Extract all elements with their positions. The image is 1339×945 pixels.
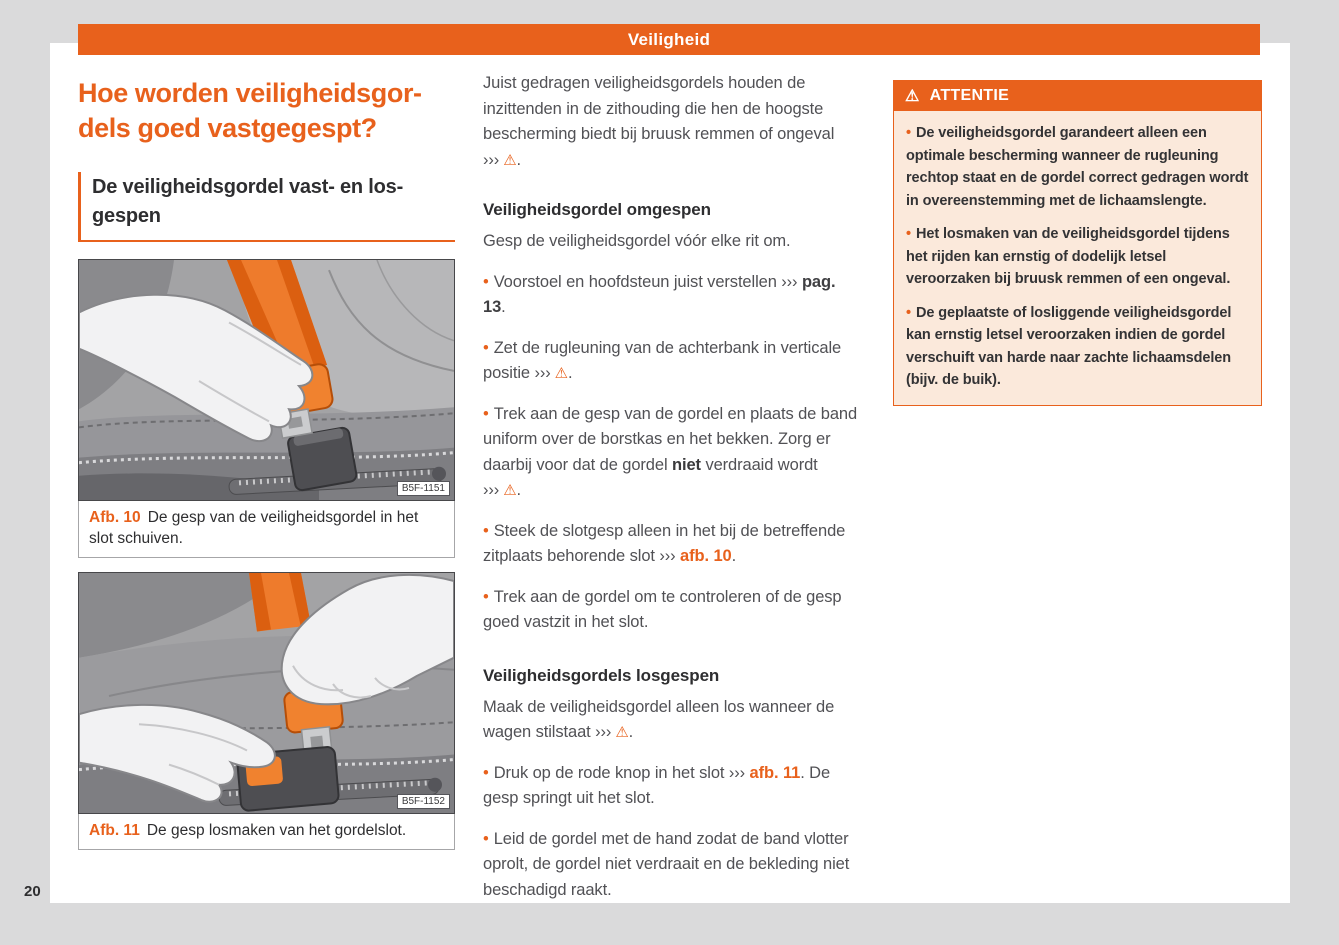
- figure-10-caption: [78, 501, 455, 558]
- attention-title: ATTENTIE: [929, 86, 1010, 104]
- section-subheading-line: gespen: [92, 205, 161, 227]
- bullet-item: • Steek de slotgesp alleen in het bij de betreffende zitplaats behorende slot ››› afb. 10.: [483, 521, 846, 565]
- bullet-item: • Voorstoel en hoofdsteun juist verstellen ››› pag. 13.: [483, 272, 836, 316]
- section-subheading-line: De veiligheidsgordel vast- en los-: [92, 176, 404, 198]
- figure-11-caption: [78, 814, 455, 850]
- figure-10: [78, 259, 455, 558]
- figure-11-label: Afb. 11: [89, 822, 140, 839]
- bullet-item: • Zet de rugleuning van de achterbank in verticale positie ››› ⚠.: [483, 338, 842, 382]
- belt-receiver-slot: [287, 427, 357, 491]
- release-intro-paragraph: Maak de veiligheidsgordel alleen los wanneer de wagen stilstaat ››› ⚠.: [483, 697, 835, 741]
- figure-10-label: Afb. 10: [89, 509, 141, 526]
- seat-belt-strap: [249, 573, 311, 631]
- bullet-icon: •: [483, 338, 489, 357]
- section-subheading: [78, 172, 455, 242]
- bullet-icon: •: [483, 521, 489, 540]
- bullet-item: • Leid de gordel met de hand zodat de band vlotter oprolt, de gordel niet verdraait en de bekleding niet beschadigd raakt.: [483, 829, 850, 899]
- chapter-title: Veiligheid: [627, 29, 711, 49]
- emphasis-niet: niet: [672, 455, 701, 474]
- cross-ref-afb-10[interactable]: afb. 10: [680, 547, 732, 565]
- buckle-insert-illustration: [79, 260, 454, 500]
- figure-11: [78, 572, 455, 850]
- attention-item: • De geplaatste of losliggende veiligheidsgordel kan ernstig letsel veroorzaken indien de gordel verschuift van harde naar zachte lichaamsdelen (bijv. de buik).: [906, 304, 1232, 388]
- bullet-item: • Trek aan de gordel om te controleren of de gesp goed vastzit in het slot.: [483, 587, 842, 631]
- cross-ref-pag-13[interactable]: pag. 13: [483, 272, 836, 316]
- warning-triangle-icon: ⚠: [503, 151, 517, 169]
- attention-box: [893, 80, 1262, 406]
- bullet-icon: •: [483, 829, 489, 848]
- bullet-icon: •: [483, 587, 489, 606]
- article-title-line: dels goed vastgegespt?: [78, 113, 377, 143]
- warning-triangle-icon: ⚠: [503, 482, 517, 499]
- buckle-release-illustration: [79, 573, 454, 813]
- cross-ref-afb-11[interactable]: afb. 11: [749, 763, 801, 782]
- figure-11-code: B5F-1152: [397, 794, 450, 809]
- warning-triangle-icon: ⚠: [905, 87, 920, 105]
- bullet-icon: •: [906, 125, 911, 141]
- warning-triangle-icon: ⚠: [554, 365, 569, 382]
- bullet-item: • Trek aan de gesp van de gordel en plaats de band uniform over de borstkas en het bekken. Zorg er daarbij voor dat de gordel niet verdraaid wordt ››› ⚠.: [483, 404, 858, 499]
- article-title: [78, 76, 455, 146]
- attention-header: [893, 80, 1262, 111]
- figure-10-caption-text: De gesp van de veiligheidsgordel in het slot schuiven.: [89, 509, 419, 547]
- figure-10-illustration: [78, 259, 455, 501]
- figure-11-caption-text: De gesp losmaken van het gordelslot.: [146, 822, 407, 839]
- article-title-line: Hoe worden veiligheidsgor-: [78, 78, 422, 108]
- page-number: 20: [24, 883, 41, 900]
- attention-item: • De veiligheidsgordel garandeert alleen een optimale bescherming wanneer de rugleuning rechtop staat en de gordel correct gedragen wordt in overeenstemming met de lichaamslengte.: [906, 125, 1249, 209]
- chapter-banner: [78, 24, 1260, 55]
- warning-triangle-icon: ⚠: [615, 724, 629, 741]
- bullet-icon: •: [906, 226, 911, 242]
- left-column: [78, 76, 455, 850]
- body-column: [483, 71, 858, 903]
- intro-paragraph: Juist gedragen veiligheidsgordels houden de inzittenden in de zithouding die hen de hoogste bescherming biedt bij bruusk remmen of ongeval ››› ⚠.: [483, 74, 835, 169]
- figure-10-code: B5F-1151: [397, 481, 450, 496]
- bullet-icon: •: [483, 763, 489, 782]
- subheading-fasten: Veiligheidsgordel omgespen: [483, 200, 711, 219]
- bullet-icon: •: [483, 272, 489, 291]
- attention-body: [893, 111, 1262, 406]
- figure-11-illustration: [78, 572, 455, 814]
- fasten-intro-paragraph: Gesp de veiligheidsgordel vóór elke rit om.: [483, 232, 791, 250]
- subheading-release: Veiligheidsgordels losgespen: [483, 665, 720, 685]
- bullet-icon: •: [483, 404, 489, 423]
- attention-item: • Het losmaken van de veiligheidsgordel tijdens het rijden kan ernstig of dodelijk letsel veroorzaken bij bruusk remmen of een ongeval.: [906, 226, 1231, 287]
- bullet-item: • Druk op de rode knop in het slot ››› afb. 11. De gesp springt uit het slot.: [483, 763, 831, 807]
- bullet-icon: •: [906, 304, 911, 321]
